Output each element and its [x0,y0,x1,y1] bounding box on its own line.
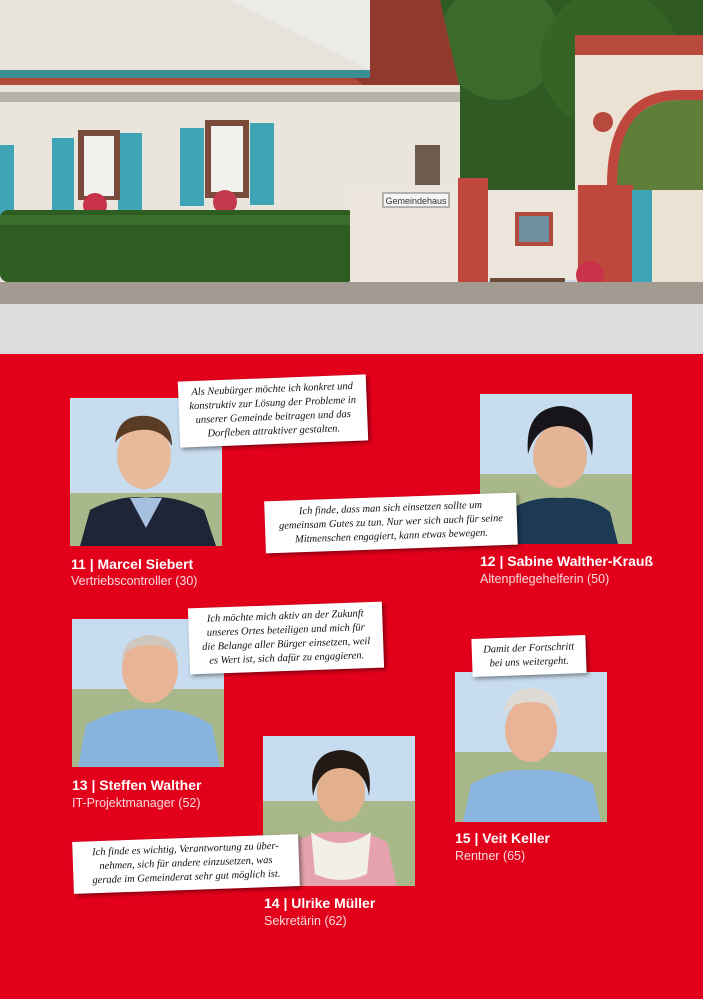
candidate-11-role: Vertriebscontroller (30) [71,574,198,588]
quote-line: die Belange aller Bürger einsetzen, weil [202,636,371,653]
quote-line: Ich möchte mich aktiv an der Zukunft [206,608,364,625]
quote-line: Ich finde, dass man sich einsetzen sollte um [298,499,483,518]
gemeindehaus-sign: Gemeindehaus [385,196,447,206]
candidate-15-name: 15 | Veit Keller [455,830,550,846]
candidate-11-name: 11 | Marcel Siebert [71,556,194,572]
quote-line: bei uns weitergeht. [489,655,570,670]
quote-line: konstruktiv zur Lösung der Probleme in [189,394,357,413]
candidate-14-role: Sekretärin (62) [264,914,347,928]
candidate-11-quote [178,374,368,447]
quote-line: Mitmenschen engagiert, kann etwas bewegen. [294,527,489,546]
candidate-14-name: 14 | Ulrike Müller [264,895,376,911]
candidate-13-role: IT-Projektmanager (52) [72,796,201,810]
quote-line: es Wert ist, sich dafür zu engagieren. [209,650,365,667]
candidate-13-name: 13 | Steffen Walther [72,777,202,793]
quote-line: unserer Gemeinde beitragen und das [195,409,352,426]
candidate-12-name: 12 | Sabine Walther-Krauß [480,553,653,569]
quote-line: Ich finde es wichtig, Verantwortung zu über- [91,840,279,859]
quote-line: Damit der Fortschritt [483,641,575,656]
candidate-15-role: Rentner (65) [455,849,526,863]
quote-line: Dorfleben attraktiver gestalten. [207,423,341,440]
quote-line: unseres Ortes beteiligen und mich für [206,622,365,639]
hero-photo-gemeindehaus [0,0,703,304]
quote-line: gerade im Gemeinderat sehr gut möglich ist. [92,868,281,887]
candidate-12-quote [264,493,518,554]
quote-line: Als Neubürger möchte ich konkret und [191,380,354,399]
candidate-13-quote [188,602,384,675]
candidate-14-quote [72,834,300,894]
quote-line: nehmen, sich für andere einzusetzen, was [99,854,273,873]
quote-line: gemeinsam Gutes zu tun. Nur wer sich auch für seine [278,513,504,532]
candidate-15-photo [455,672,607,822]
grey-divider-band [0,304,703,354]
candidate-15-quote [471,635,586,677]
candidate-12-role: Altenpflegehelferin (50) [480,572,610,586]
